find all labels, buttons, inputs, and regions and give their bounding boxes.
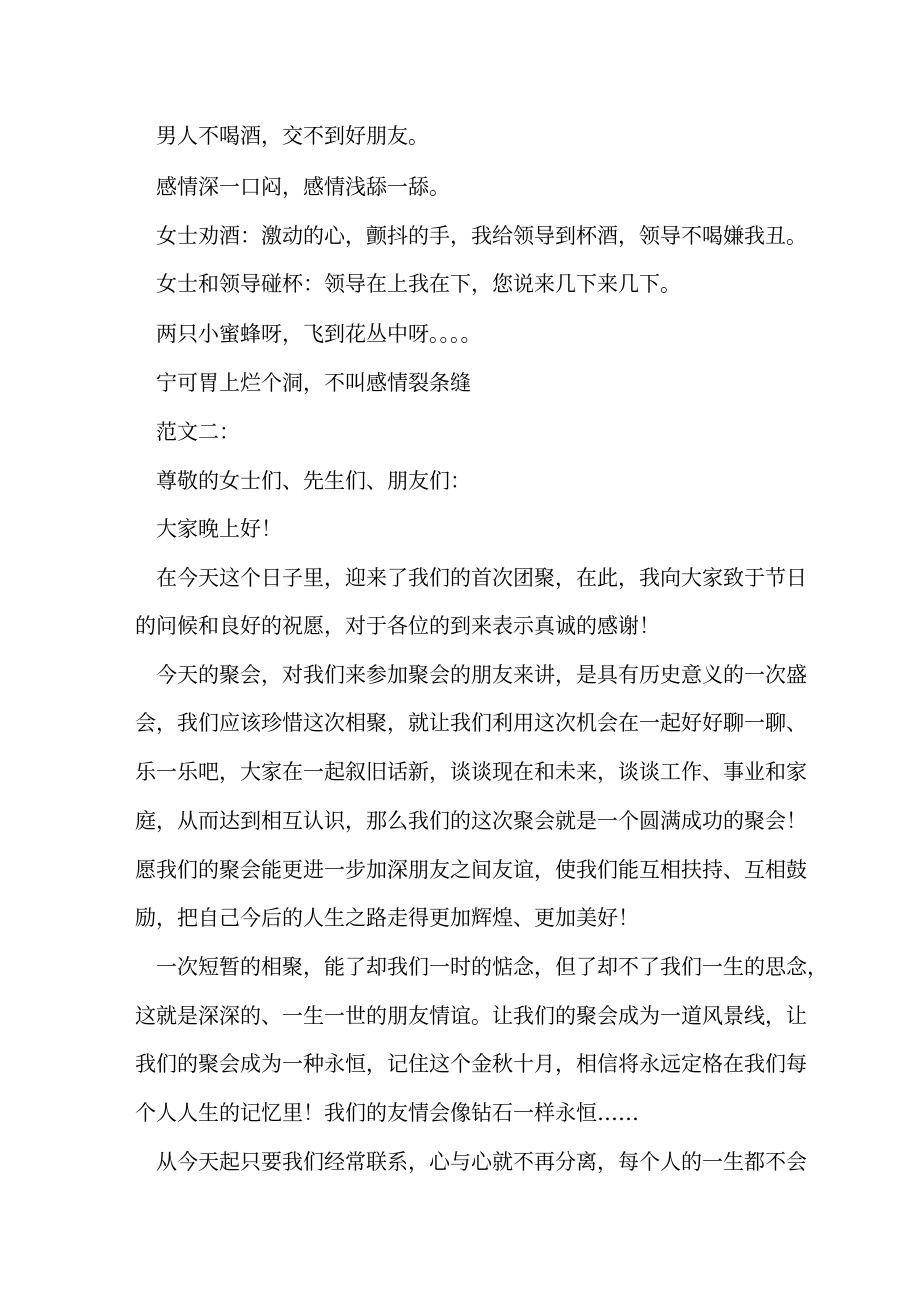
- paragraph-line: 励，把自己今后的人生之路走得更加辉煌、更加美好！: [135, 906, 639, 930]
- paragraph-line: 这就是深深的、一生一世的朋友情谊。让我们的聚会成为一道风景线，让: [135, 1004, 807, 1028]
- text-line: 男人不喝酒，交不到好朋友。: [156, 124, 429, 148]
- salutation: 尊敬的女士们、先生们、朋友们：: [156, 469, 471, 493]
- text-line: 宁可胃上烂个洞，不叫感情裂条缝: [156, 371, 471, 395]
- paragraph-line: 愿我们的聚会能更进一步加深朋友之间友谊，使我们能互相扶持、互相鼓: [135, 858, 807, 882]
- paragraph-line: 乐一乐吧，大家在一起叙旧话新，谈谈现在和未来，谈谈工作、事业和家: [135, 760, 807, 784]
- paragraph-line: 庭，从而达到相互认识，那么我们的这次聚会就是一个圆满成功的聚会！: [135, 809, 807, 833]
- paragraph-line: 我们的聚会成为一种永恒，记住这个金秋十月，相信将永远定格在我们每: [135, 1052, 807, 1076]
- text-line: 女士和领导碰杯：领导在上我在下，您说来几下来几下。: [156, 272, 681, 296]
- paragraph-line: 从今天起只要我们经常联系，心与心就不再分离，每个人的一生都不会: [156, 1150, 807, 1174]
- greeting: 大家晚上好！: [156, 517, 282, 541]
- paragraph-line: 的问候和良好的祝愿，对于各位的到来表示真诚的感谢！: [135, 614, 660, 638]
- paragraph-line: 今天的聚会，对我们来参加聚会的朋友来讲，是具有历史意义的一次盛: [156, 663, 807, 687]
- paragraph-line: 一次短暂的相聚，能了却我们一时的惦念，但了却不了我们一生的思念，: [156, 955, 828, 979]
- section-heading: 范文二：: [156, 420, 240, 444]
- paragraph-line: 会，我们应该珍惜这次相聚，就让我们利用这次机会在一起好好聊一聊、: [135, 711, 807, 735]
- text-line: 女士劝酒：激动的心，颤抖的手，我给领导到杯酒，领导不喝嫌我丑。: [156, 224, 807, 248]
- text-line: 两只小蜜蜂呀，飞到花丛中呀。。。。: [156, 322, 482, 346]
- paragraph-line: 个人人生的记忆里！我们的友情会像钻石一样永恒……: [135, 1101, 639, 1125]
- text-line: 感情深一口闷，感情浅舔一舔。: [156, 175, 450, 199]
- paragraph-line: 在今天这个日子里，迎来了我们的首次团聚，在此，我向大家致于节日: [156, 566, 807, 590]
